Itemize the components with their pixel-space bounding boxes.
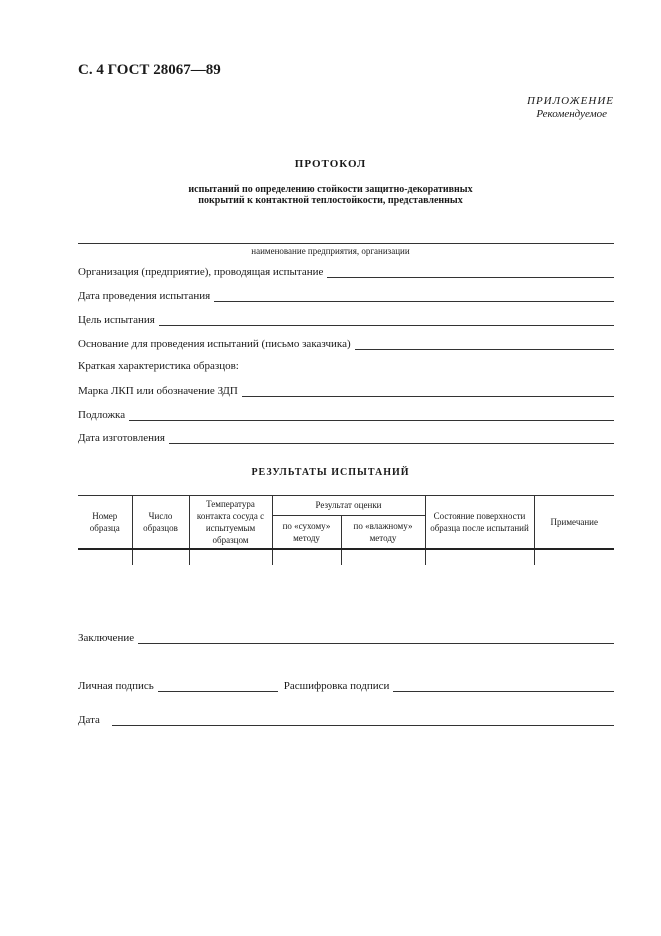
fill-line[interactable] (214, 291, 614, 302)
field-label: Основание для проведения испытаний (письмо заказчика) (78, 338, 351, 350)
field-label: Подложка (78, 409, 126, 421)
fill-line[interactable] (327, 267, 614, 278)
col-evaluation: Результат оценки (272, 496, 425, 516)
page-header: С. 4 ГОСТ 28067—89 (78, 62, 221, 78)
table-cell[interactable] (132, 549, 189, 565)
field-signature (78, 678, 614, 692)
field-testing-org (78, 264, 614, 278)
signature-line[interactable] (158, 681, 278, 692)
field-conclusion (78, 630, 614, 644)
col-sample-no: Номер образца (78, 496, 132, 550)
protocol-subtitle-2: покрытий к контактной теплостойкости, представленных (198, 195, 463, 206)
fill-line[interactable] (169, 433, 614, 444)
col-temperature: Температура контакта сосуда с испытуемым образцом (189, 496, 272, 550)
field-paint-brand (78, 383, 614, 397)
field-label: Дата проведения испытания (78, 290, 211, 302)
table-cell[interactable] (272, 549, 341, 565)
appendix-label: ПРИЛОЖЕНИЕ (527, 95, 614, 107)
appendix-status: Рекомендуемое (536, 108, 607, 120)
field-label: Цель испытания (78, 314, 155, 326)
field-label: Расшифровка подписи (283, 680, 390, 692)
protocol-title: ПРОТОКОЛ (294, 158, 367, 170)
results-title: РЕЗУЛЬТАТЫ ИСПЫТАНИЙ (251, 467, 410, 478)
field-label: Марка ЛКП или обозначение ЗДП (78, 385, 238, 397)
fill-line[interactable] (112, 715, 614, 726)
results-table (78, 495, 614, 565)
col-wet-method: по «влажному» методу (341, 515, 425, 549)
protocol-subtitle-1: испытаний по определению стойкости защитно-декоративных (188, 184, 473, 195)
field-date (78, 712, 614, 726)
field-label: Дата изготовления (78, 432, 165, 444)
field-label: Дата (78, 714, 100, 726)
fill-line[interactable] (159, 315, 614, 326)
table-cell[interactable] (189, 549, 272, 565)
field-basis (78, 336, 614, 350)
field-manufacture-date (78, 430, 614, 444)
col-surface-state: Состояние поверхности образца после испытаний (425, 496, 534, 550)
signature-decode-line[interactable] (393, 681, 614, 692)
field-purpose (78, 312, 614, 326)
org-name-caption: наименование предприятия, организации (251, 246, 410, 256)
field-label: Заключение (78, 632, 135, 644)
table-cell[interactable] (425, 549, 534, 565)
table-row (78, 549, 614, 565)
field-substrate (78, 407, 614, 421)
fill-line[interactable] (129, 410, 614, 421)
col-remark: Примечание (534, 496, 614, 550)
table-cell[interactable] (341, 549, 425, 565)
samples-caption: Краткая характеристика образцов: (78, 360, 239, 372)
col-dry-method: по «сухому» методу (272, 515, 341, 549)
fill-line[interactable] (138, 633, 614, 644)
field-label: Личная подпись (78, 680, 154, 692)
col-sample-count: Число образцов (132, 496, 189, 550)
fill-line[interactable] (355, 339, 614, 350)
table-cell[interactable] (534, 549, 614, 565)
table-cell[interactable] (78, 549, 132, 565)
field-test-date (78, 288, 614, 302)
org-name-line[interactable] (78, 243, 614, 244)
field-label: Организация (предприятие), проводящая испытание (78, 266, 324, 278)
fill-line[interactable] (242, 386, 614, 397)
